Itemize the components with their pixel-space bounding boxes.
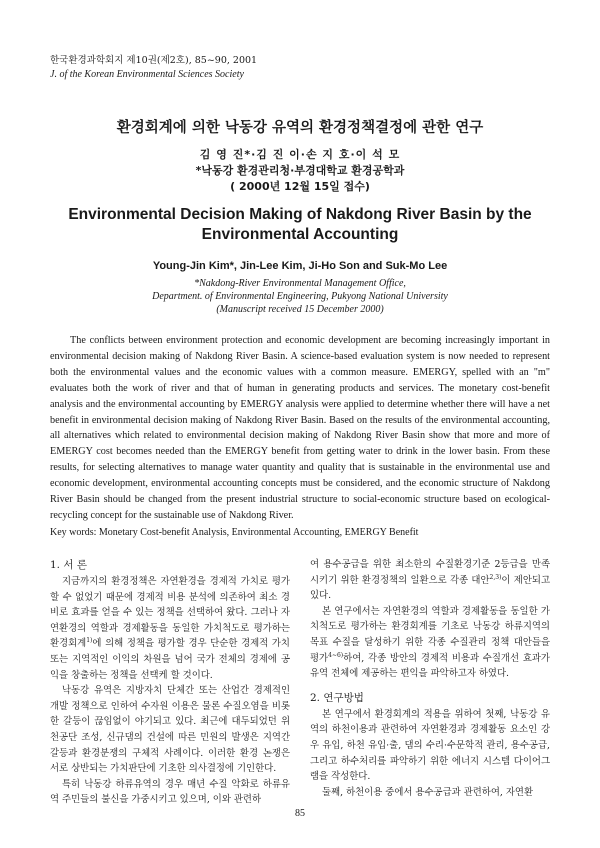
affiliation-korean: *낙동강 환경관리청·부경대학교 환경공학과 [195, 164, 405, 177]
journal-ko-line: 한국환경과학회지 제10권(제2호), 85~90, 2001 [50, 55, 258, 66]
abstract: The conflicts between environment protection and economic development are becoming increasingly important in environmental decision making of Nakdong River Basin. A science-based evaluation system is now needed to represent both the environmental values and the economic values with a common measure. EMERGY, spelled with an "m" evaluates both the work of river and that of human in generating products and services. The monetary cost-benefit analysis and the environmental accounting by EMERGY analysis were applied to determine whether there will have a net benefit in environmental decision making of Nakdong River Basin. Based on the results of the environmental accounting, all alternatives which related to environmental decision making of Nakdong River Basin show that more and more of EMERGY cost becomes needed than the EMERGY benefit from getting water to drink in the lower basin. From these results, for selecting alternatives to manage water quantity and quality that is sustainable in the environmental use and economic development, environmental accounting concepts must be considered, and the economic structure of Nakdong River Basin should be changed from the present industrial structure to social-economic structure based on ecological-recycling concept for the sustainable use of Nakdong River. [50, 335, 550, 521]
authors-english: Young-Jin Kim*, Jin-Lee Kim, Ji-Ho Son and Suk-Mo Lee [152, 260, 448, 272]
affiliation-en-line-1: *Nakdong-River Environmental Management Office, [194, 278, 406, 289]
body-paragraph: 특히 낙동강 하류유역의 경우 매년 수질 악화로 하류유역 주민들의 불신을 가중시키고 있으며, 이와 관련하 [50, 778, 290, 806]
body-column-left [50, 557, 290, 808]
journal-en-line: J. of the Korean Environmental Sciences Society [50, 69, 244, 80]
affiliation-english [0, 277, 600, 316]
body-paragraph: 지금까지의 환경정책은 자연환경을 경제적 가치로 평가할 수 없었기 때문에 경제적 비용 분석에 의존하여 최소 경비로 효과를 얻을 수 있는 정책을 선택하여 왔다. 그러나 자연환경의 역할과 경제활동을 동일한 가치척도로 평가하는 환경회계$^{1)}$에 의해 정책을 평가할 경우 단순한 경제적 가치 또는 지역적인 이익의 차원을 넘어 국가 전체의 경제에 공익을 창출하는 정책을 선택케 할 것이다. [50, 576, 290, 681]
received-date-korean: ( 2000년 12월 15일 접수) [230, 180, 370, 193]
authors-korean: 김 영 진*·김 진 이·손 지 호·이 석 모 [199, 148, 401, 161]
page-number: 85 [295, 808, 305, 819]
citation-ref: 4~6) [328, 651, 344, 659]
body-paragraph: 본 연구에서 환경회계의 적용을 위하여 첫째, 낙동강 유역의 하천이용과 관련하여 자연환경과 경제활동 요소인 강우 유입, 하천 유입·출, 댐의 수리·수문학적 관리, 용수공급, 그리고 하수처리를 파악하기 위한 에너지 시스템 다이어그램을 작성한다. [310, 708, 550, 783]
citation-ref: 2,3) [489, 573, 502, 581]
section-heading-methods: 2. 연구방법 [310, 691, 364, 704]
received-date-english: (Manuscript received 15 December 2000) [216, 304, 384, 315]
title-korean: 환경회계에 의한 낙동강 유역의 환경정책결정에 관한 연구 [116, 120, 484, 136]
body-paragraph: 여 용수공급을 위한 최소한의 수질환경기준 2등급을 만족시키기 위한 환경정책의 일환으로 각종 대안$^{2,3)}$이 제안되고 있다. [310, 559, 551, 602]
body-paragraph: 낙동강 유역은 지방자치 단체간 또는 산업간 경제적인 개발 정책으로 인하여 수자원 이용은 물론 수질오염을 비롯한 갈등이 끊임없이 야기되고 있다. 최근에 대두되었던 위천공단 조성, 신규댐의 건설에 따른 민원의 발생은 지역간 갈등과 환경분쟁의 구체적 사례이다. 이러한 환경 논쟁은 서로 상반되는 가치판단에 기초한 의사결정에 기인한다. [50, 685, 290, 775]
affiliation-en-line-2: Department. of Environmental Engineering, Pukyong National University [152, 291, 448, 302]
body-paragraph: 본 연구에서는 자연환경의 역할과 경제활동을 동일한 가치척도로 평가하는 환경회계를 기초로 낙동강 하류지역의 목표 수질을 달성하기 위한 각종 수질관리 정책 대안들을 평가$^{4\sim 6)}$하여, 각종 방안의 경제적 비용과 수질개선 효과가 유역 전체에 제공하는 편익을 파악하고자 하였다. [310, 605, 550, 680]
journal-header [50, 54, 257, 82]
body-column-right [310, 557, 550, 800]
body-paragraph: 둘째, 하천이용 중에서 용수공급과 관련하여, 자연환 [322, 786, 534, 798]
section-heading-introduction: 1. 서 론 [50, 559, 87, 571]
title-english: Environmental Decision Making of Nakdong River Basin by the Environmental Accounting [68, 206, 532, 243]
keywords: Key words: Monetary Cost-benefit Analysis, Environmental Accounting, EMERGY Benefit [50, 527, 419, 538]
citation-ref: 1) [86, 637, 93, 645]
